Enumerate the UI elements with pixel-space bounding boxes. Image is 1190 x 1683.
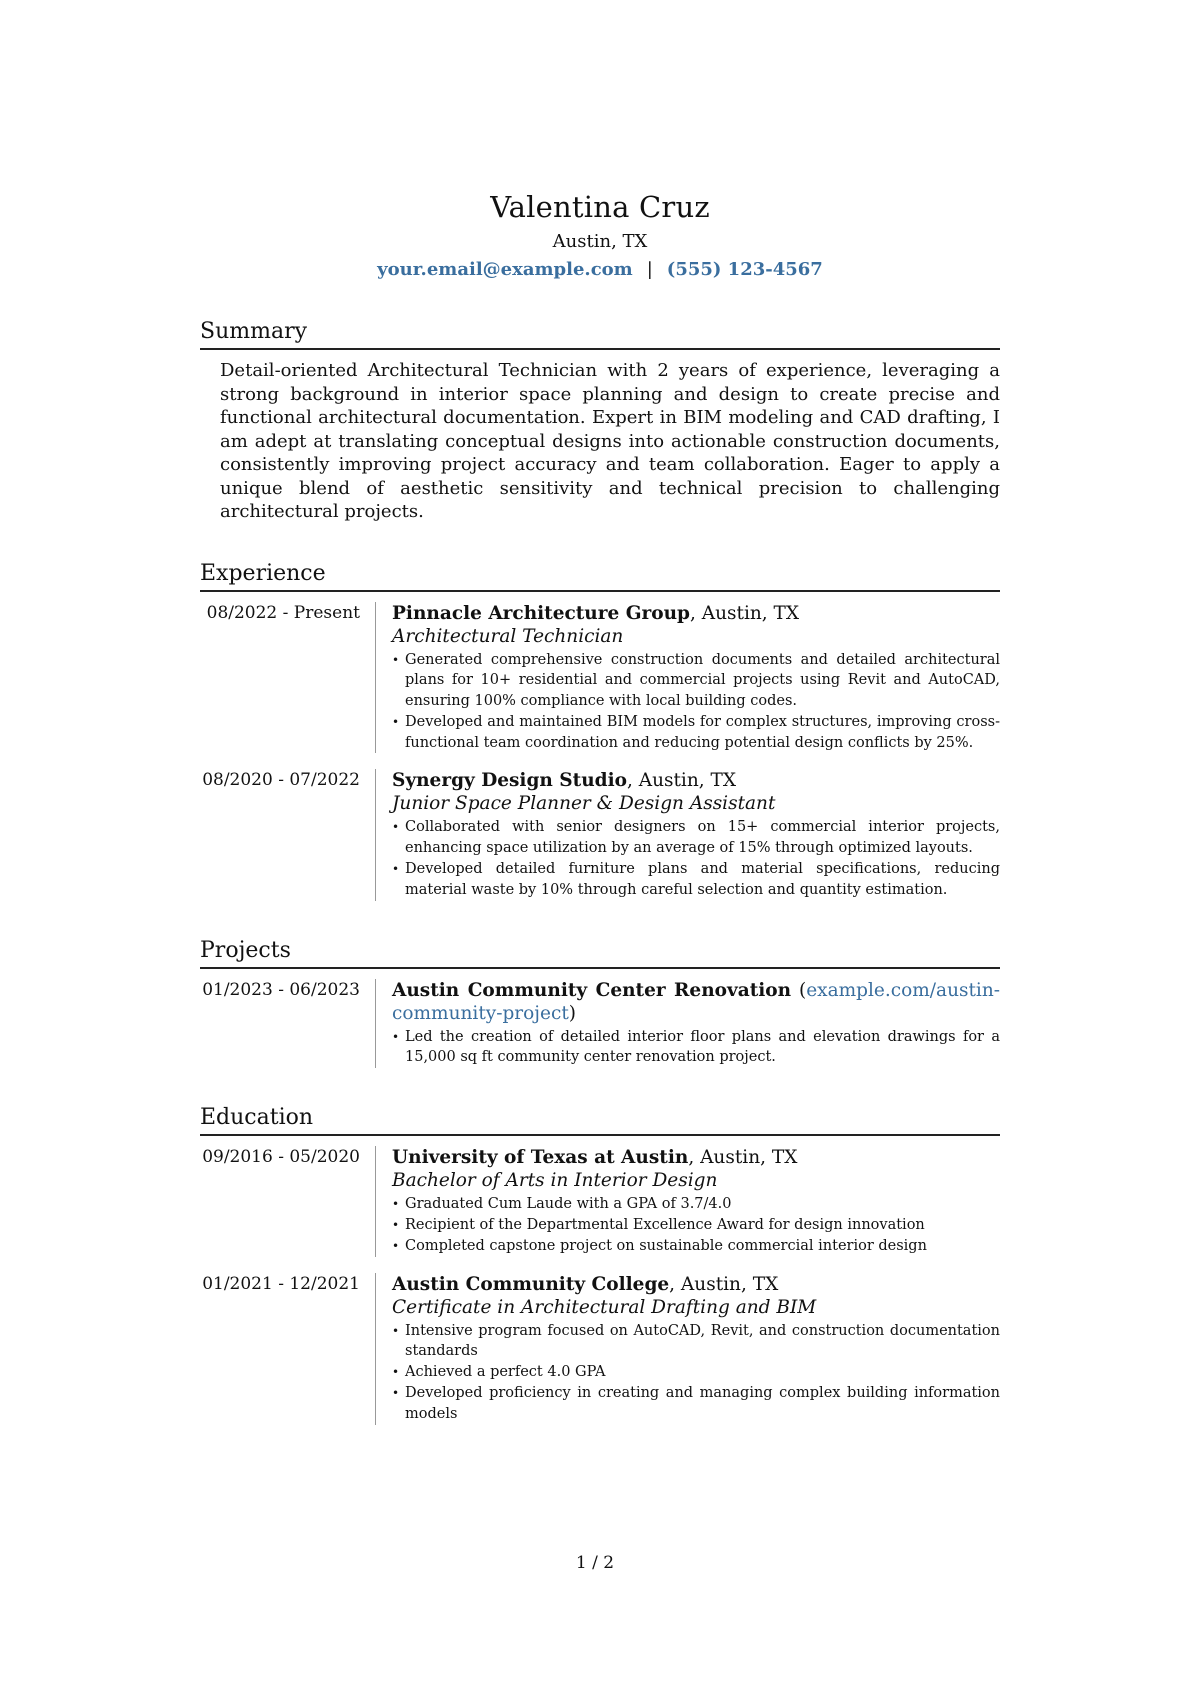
- entry-degree: Bachelor of Arts in Interior Design: [392, 1170, 718, 1192]
- summary-section: [200, 318, 1000, 524]
- entry-date: 08/2022 - Present: [206, 602, 360, 623]
- list-item: • Generated comprehensive construction documents and detailed architectural plans for 10+ residential and commercial projects using Revit and AutoCAD, ensuring 100% compliance with local building codes.: [392, 650, 1000, 712]
- entry-date: 08/2020 - 07/2022: [202, 770, 360, 791]
- entry-role: Architectural Technician: [392, 625, 624, 647]
- organization-name: Pinnacle Architecture Group: [392, 602, 690, 624]
- phone-link[interactable]: (555) 123-4567: [666, 259, 823, 280]
- list-item: • Developed and maintained BIM models for complex structures, improving cross-functional team coordination and reducing potential design conflicts by 25%.: [392, 712, 1000, 754]
- entry-body: [375, 979, 1000, 1069]
- list-item: • Achieved a perfect 4.0 GPA: [392, 1362, 1000, 1383]
- entry-organization: [392, 769, 1000, 792]
- list-item: • Collaborated with senior designers on 15+ commercial interior projects, enhancing space utilization by an average of 15% through optimized layouts.: [392, 817, 1000, 859]
- list-item: • Developed proficiency in creating and managing complex building information models: [392, 1383, 1000, 1425]
- list-item: • Recipient of the Departmental Excellence Award for design innovation: [392, 1215, 1000, 1236]
- organization-location: , Austin, TX: [626, 770, 737, 792]
- list-item: • Developed detailed furniture plans and material specifications, reducing material waste by 10% through careful selection and quantity estimation.: [392, 859, 1000, 901]
- project-title: [392, 979, 1000, 1025]
- education-entry: [200, 1273, 1000, 1425]
- list-item: • Intensive program focused on AutoCAD, Revit, and construction documentation standards: [392, 1321, 1000, 1363]
- candidate-location: Austin, TX: [552, 231, 648, 252]
- entry-bullets: [392, 1027, 1000, 1069]
- organization-location: , Austin, TX: [689, 602, 800, 624]
- contact-line: [200, 258, 1000, 282]
- organization-location: , Austin, TX: [669, 1273, 779, 1295]
- email-link[interactable]: your.email@example.com: [377, 259, 633, 280]
- organization-name: University of Texas at Austin: [392, 1147, 689, 1169]
- entry-bullets: [392, 650, 1000, 754]
- organization-name: Synergy Design Studio: [392, 770, 627, 792]
- experience-entry: [200, 602, 1000, 754]
- education-heading: Education: [200, 1104, 1000, 1136]
- experience-entry: [200, 769, 1000, 900]
- entry-organization: [392, 1273, 1000, 1296]
- list-item: • Completed capstone project on sustainable commercial interior design: [392, 1236, 1000, 1257]
- entry-bullets: [392, 1321, 1000, 1425]
- candidate-name: Valentina Cruz: [490, 190, 710, 224]
- resume-header: [200, 188, 1000, 282]
- project-name: Austin Community Center Renovation: [392, 979, 792, 1001]
- entry-date: 09/2016 - 05/2020: [202, 1147, 360, 1168]
- entry-date: 01/2023 - 06/2023: [202, 979, 360, 1000]
- project-link[interactable]: example.com/austin-community-project: [392, 979, 1000, 1024]
- list-item: • Led the creation of detailed interior floor plans and elevation drawings for a 15,000 sq ft community center renovation project.: [392, 1027, 1000, 1069]
- entry-date: 01/2021 - 12/2021: [202, 1273, 360, 1294]
- projects-section: [200, 937, 1000, 1069]
- list-item: • Graduated Cum Laude with a GPA of 3.7/4.0: [392, 1194, 1000, 1215]
- summary-heading: Summary: [200, 318, 1000, 350]
- resume-page: [200, 188, 1000, 1425]
- entry-body: [375, 769, 1000, 900]
- page-number: 1 / 2: [575, 1553, 615, 1573]
- paren-open: (: [791, 979, 807, 1001]
- organization-location: , Austin, TX: [688, 1147, 798, 1169]
- entry-organization: [392, 1146, 1000, 1169]
- education-entry: [200, 1146, 1000, 1256]
- education-section: [200, 1104, 1000, 1424]
- entry-body: [375, 1146, 1000, 1256]
- projects-heading: Projects: [200, 937, 1000, 969]
- contact-separator: |: [646, 259, 653, 280]
- entry-degree: Certificate in Architectural Drafting and BIM: [392, 1296, 817, 1318]
- entry-bullets: [392, 817, 1000, 900]
- experience-heading: Experience: [200, 560, 1000, 592]
- entry-bullets: [392, 1194, 1000, 1256]
- experience-section: [200, 560, 1000, 901]
- organization-name: Austin Community College: [392, 1273, 670, 1295]
- entry-role: Junior Space Planner & Design Assistant: [392, 793, 776, 815]
- project-entry: [200, 979, 1000, 1069]
- paren-close: ): [568, 1002, 576, 1024]
- summary-text: Detail-oriented Architectural Technician with 2 years of experience, leveraging a strong background in interior space planning and design to create precise and functional architectural documentation. Expert in BIM modeling and CAD drafting, I am adept at translating conceptual designs into actionable construction documents, consistently improving project accuracy and team collaboration. Eager to apply a unique blend of aesthetic sensitivity and technical precision to challenging architectural projects.: [220, 360, 1000, 522]
- entry-body: [375, 1273, 1000, 1425]
- entry-organization: [392, 602, 1000, 625]
- entry-body: [375, 602, 1000, 754]
